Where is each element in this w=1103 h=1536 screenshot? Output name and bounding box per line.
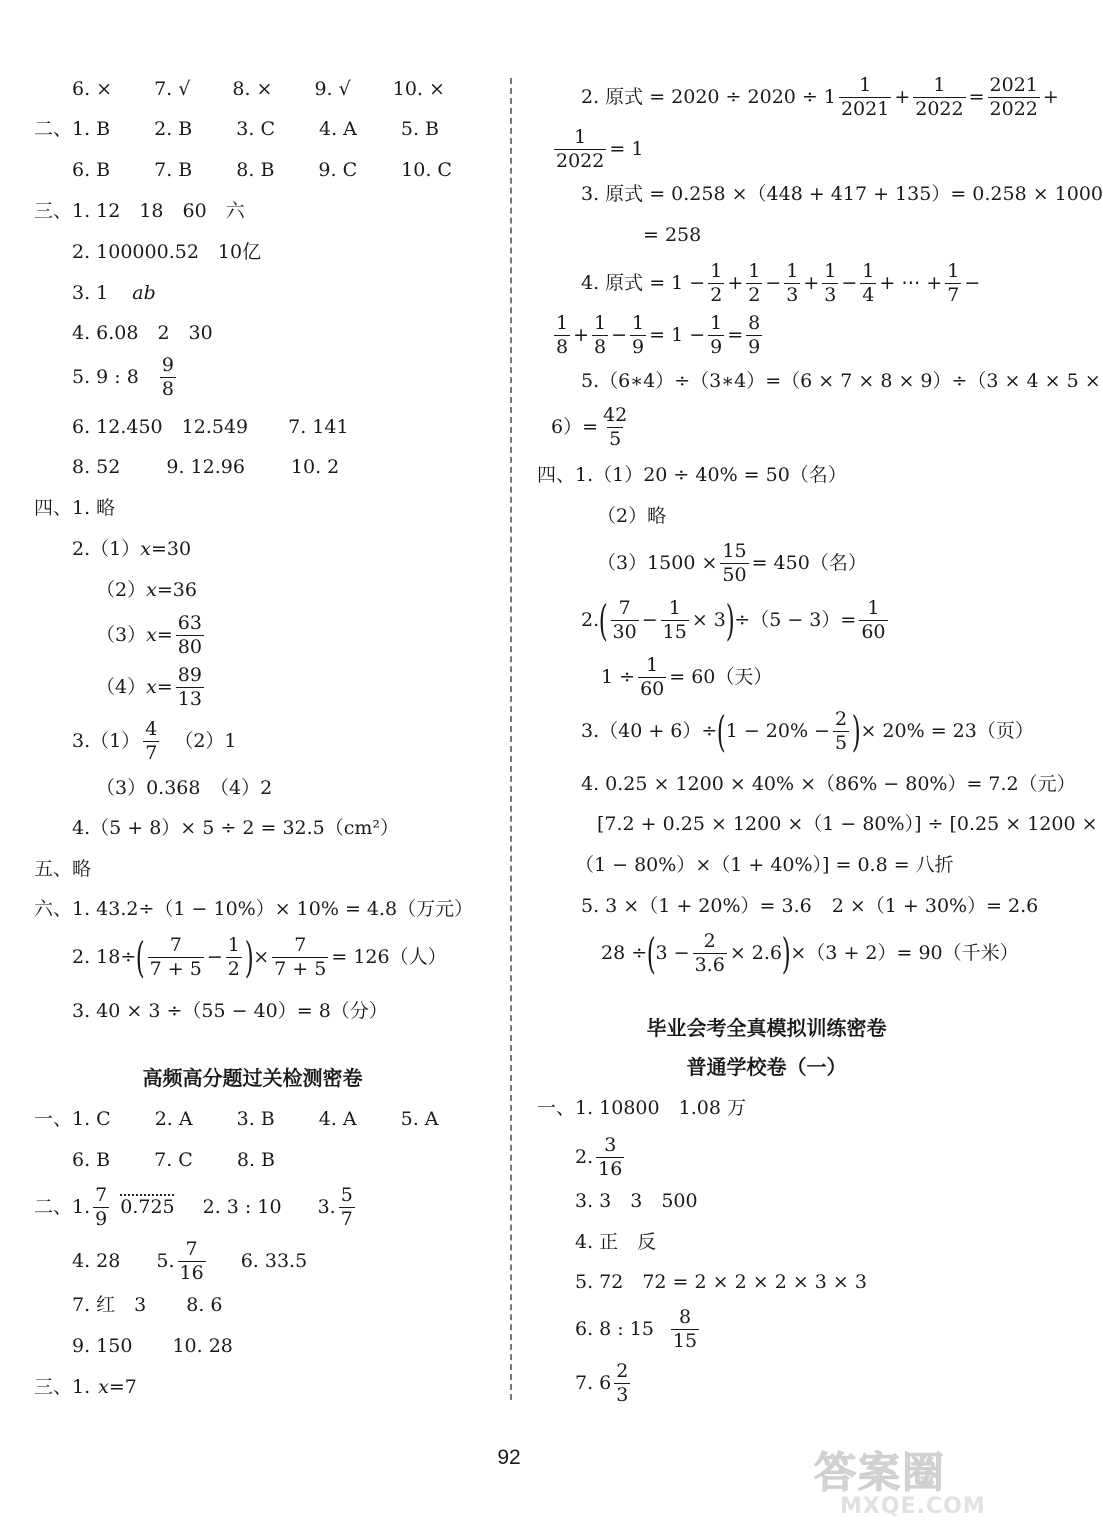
section-heading: 毕业会考全真模拟训练密卷: [646, 1016, 887, 1040]
fraction: $\frac{7}{30}$: [612, 597, 637, 643]
answer-line: 一、1. C 2. A 3. B 4. A 5. A: [34, 1108, 439, 1130]
answer-line: 2. 18÷ ( $\frac{7}{7 + 5}$ − $\frac{1}{2}$ ) × $\frac{7}{7 + 5}$ = 126（人）: [72, 932, 447, 982]
fraction: $\frac{1}{15}$: [662, 597, 687, 643]
answer-line: 6. 8 : 15 $\frac{8}{15}$: [575, 1306, 698, 1352]
answer-line: 二、1. B 2. B 3. C 4. A 5. B: [34, 118, 440, 140]
fraction: $\frac{15}{50}$: [722, 540, 747, 586]
fraction: $\frac{7}{7 + 5}$: [274, 934, 327, 980]
answer-line: 三、1. 12 18 60 六: [34, 200, 245, 222]
answer-line: 2.（1） x =30: [72, 538, 192, 560]
answer-line: （2）略: [597, 505, 667, 527]
fraction: $\frac{1}{2}$: [227, 934, 240, 980]
fraction: $\frac{1}{2}$: [710, 260, 723, 306]
fraction: $\frac{2}{3}$: [616, 1360, 629, 1406]
column-divider: [510, 78, 512, 1400]
answer-line: 6. B 7. C 8. B: [72, 1149, 275, 1171]
fraction: $\frac{8}{15}$: [672, 1306, 698, 1352]
answer-line: 3. 40 × 3 ÷（55 − 40）= 8（分）: [72, 1000, 388, 1022]
answer-line: 2. ( $\frac{7}{30}$ − $\frac{1}{15}$ × 3 ) ÷（5 − 3）= $\frac{1}{60}$: [581, 595, 886, 645]
fraction: $\frac{9}{8}$: [161, 354, 174, 400]
fraction: $\frac{1}{8}$: [594, 312, 607, 358]
answer-line: 3.（40 + 6）÷ ( 1 − 20% − $\frac{2}{5}$ ) × 20% = 23（页）: [581, 706, 1034, 756]
answer-line: 7. 6 $\frac{2}{3}$: [575, 1360, 629, 1406]
answer-line: （3）0.368 （4）2: [96, 777, 273, 799]
fraction: $\frac{1}{2021}$: [840, 74, 890, 120]
answer-line: 4. 28 5. $\frac{7}{16}$ 6. 33.5: [72, 1238, 308, 1284]
fraction: $\frac{89}{13}$: [177, 664, 202, 710]
fraction: $\frac{1}{2022}$: [915, 74, 964, 120]
fraction: $\frac{1}{9}$: [710, 312, 723, 358]
fraction: $\frac{2021}{2022}$: [989, 74, 1038, 120]
fraction: $\frac{3}{16}$: [598, 1134, 623, 1180]
answer-line: 4. 0.25 × 1200 × 40% ×（86% − 80%）= 7.2（元）: [581, 773, 1076, 795]
section-subheading: 普通学校卷（一）: [686, 1055, 847, 1079]
fraction: $\frac{4}{7}$: [145, 718, 158, 764]
answer-line: （4） x = $\frac{89}{13}$: [96, 664, 202, 710]
answer-line: = 258: [643, 224, 702, 246]
answer-line: 4. 正 反: [575, 1231, 657, 1253]
answer-line: 5. 3 ×（1 + 20%）= 3.6 2 ×（1 + 30%）= 2.6: [581, 895, 1039, 917]
answer-line: 2. 100000.52 10亿: [72, 241, 262, 263]
fraction: $\frac{1}{8}$: [556, 312, 569, 358]
answer-line: 4. 6.08 2 30: [72, 322, 213, 344]
fraction: $\frac{2}{5}$: [834, 708, 848, 754]
answer-line: $\frac{1}{2022}$ = 1: [556, 126, 644, 172]
answer-line: 4. 原式 = 1 − $\frac{1}{2}$ + $\frac{1}{2}$ − $\frac{1}{3}$ + $\frac{1}{3}$ − $\frac{1}{4}$ + ⋯ + $\frac{1}{7}$ −: [581, 260, 981, 306]
answer-line: [7.2 + 0.25 × 1200 ×（1 − 80%）] ÷ [0.25 × 1200 ×: [597, 813, 1098, 835]
fraction: $\frac{1}{60}$: [861, 597, 886, 643]
answer-line: 2. 原式 = 2020 ÷ 2020 ÷ 1 $\frac{1}{2021}$ + $\frac{1}{2022}$ = $\frac{2021}{2022}$ +: [581, 74, 1059, 120]
answer-line: 6. × 7. √ 8. × 9. √ 10. ×: [72, 78, 445, 100]
answer-line: （2） x =36: [96, 579, 197, 601]
repeating-decimal: 0.725: [120, 1196, 175, 1218]
answer-line: 2. $\frac{3}{16}$: [575, 1134, 623, 1180]
answer-line: 3. 原式 = 0.258 ×（448 + 417 + 135）= 0.258 × 1000: [581, 183, 1103, 205]
watermark-logo: 答案圈 MXQE.COM: [814, 1448, 986, 1519]
answer-line: 6）= $\frac{42}{5}$: [551, 404, 628, 450]
fraction: $\frac{63}{80}$: [177, 612, 202, 658]
answer-line: 五、略: [34, 858, 92, 880]
answer-line: 四、1.（1）20 ÷ 40% = 50（名）: [537, 464, 847, 486]
answer-line: 1 ÷ $\frac{1}{60}$ = 60（天）: [601, 654, 773, 700]
fraction: $\frac{7}{7 + 5}$: [149, 934, 202, 980]
answer-line: 4.（5 + 8）× 5 ÷ 2 = 32.5（cm²）: [72, 817, 400, 839]
fraction: $\frac{1}{2}$: [748, 260, 761, 306]
answer-line: 一、1. 10800 1.08 万: [537, 1097, 746, 1119]
answer-line: 5.（6∗4）÷（3∗4）=（6 × 7 × 8 × 9）÷（3 × 4 × 5 ×: [581, 370, 1101, 392]
fraction: $\frac{1}{2022}$: [556, 126, 605, 172]
fraction: $\frac{7}{9}$: [95, 1184, 108, 1230]
answer-line: 6. 12.450 12.549 7. 141: [72, 416, 349, 438]
fraction: $\frac{42}{5}$: [603, 404, 628, 450]
answer-line: 四、1. 略: [34, 497, 116, 519]
section-heading: 高频高分题过关检测密卷: [142, 1066, 363, 1090]
answer-line: 28 ÷ ( 3 − $\frac{2}{3.6}$ × 2.6 ) ×（3 + 2）= 90（千米）: [601, 928, 1019, 978]
fraction: $\frac{1}{4}$: [862, 260, 875, 306]
fraction: $\frac{1}{9}$: [632, 312, 645, 358]
answer-line: 6. B 7. B 8. B 9. C 10. C: [72, 159, 452, 181]
fraction: $\frac{1}{60}$: [640, 654, 665, 700]
answer-line: 3. 1 ab: [72, 282, 156, 304]
answer-line: （3） x = $\frac{63}{80}$: [96, 612, 202, 658]
fraction: $\frac{2}{3.6}$: [694, 930, 725, 976]
answer-line: （3）1500 × $\frac{15}{50}$ = 450（名）: [597, 540, 867, 586]
answer-line: 9. 150 10. 28: [72, 1335, 233, 1357]
answer-line: （1 − 80%）×（1 + 40%）] = 0.8 = 八折: [575, 854, 954, 876]
fraction: $\frac{7}{16}$: [179, 1238, 204, 1284]
answer-line: 5. 72 72 = 2 × 2 × 2 × 3 × 3: [575, 1271, 867, 1293]
answer-line: 7. 红 3 8. 6: [72, 1294, 223, 1316]
fraction: $\frac{1}{3}$: [824, 260, 837, 306]
answer-line: 5. 9 : 8 $\frac{9}{8}$: [72, 354, 174, 400]
fraction: $\frac{1}{3}$: [786, 260, 799, 306]
answer-line: 六、1. 43.2÷（1 − 10%）× 10% = 4.8（万元）: [34, 898, 474, 920]
answer-line: 三、1. x =7: [34, 1376, 137, 1398]
answer-line: 3.（1） $\frac{4}{7}$ （2）1: [72, 718, 237, 764]
page-number: 92: [497, 1446, 521, 1469]
answer-line: $\frac{1}{8}$ + $\frac{1}{8}$ − $\frac{1}{9}$ = 1 − $\frac{1}{9}$ = $\frac{8}{9}$: [556, 312, 761, 358]
fraction: $\frac{8}{9}$: [748, 312, 761, 358]
answer-line: 8. 52 9. 12.96 10. 2: [72, 456, 340, 478]
answer-line: 3. 3 3 500: [575, 1190, 698, 1212]
fraction: $\frac{5}{7}$: [340, 1184, 353, 1230]
fraction: $\frac{1}{7}$: [947, 260, 960, 306]
answer-line: 二、1. $\frac{7}{9}$ 0.725 2. 3 : 10 3. $\frac{5}{7}$: [34, 1184, 353, 1230]
